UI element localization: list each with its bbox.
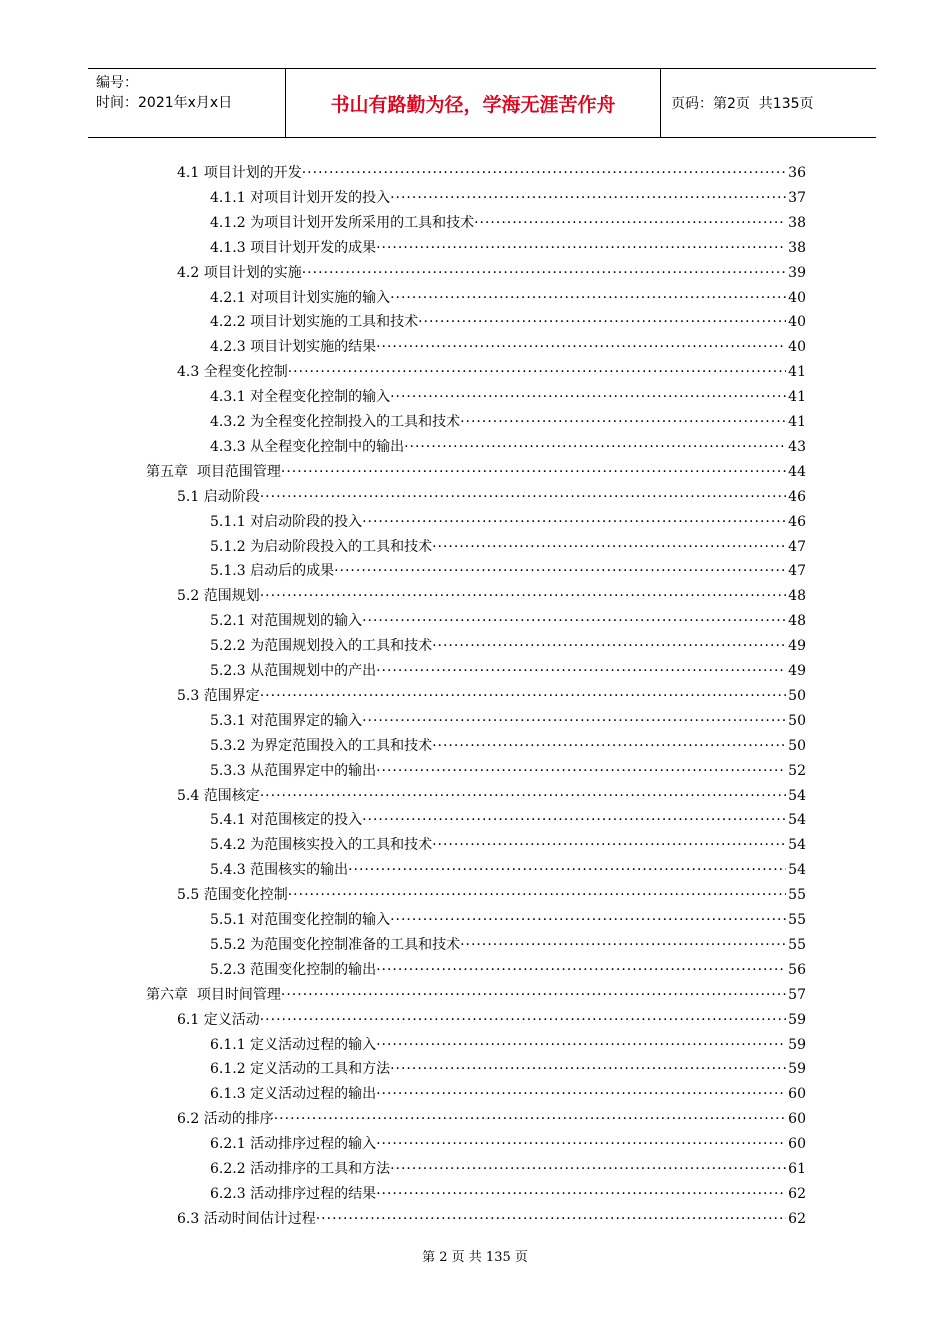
toc-entry[interactable] [210, 407, 806, 431]
toc-entry-title: 4.2.2 项目计划实施的工具和技术 [210, 314, 419, 331]
toc-dot-leader [334, 562, 786, 580]
toc-entry-title: 5.2 范围规划 [177, 588, 260, 605]
toc-dot-leader [390, 189, 786, 207]
toc-entry-page: 49 [788, 663, 806, 679]
toc-entry[interactable] [210, 955, 806, 979]
toc-dot-leader [362, 612, 786, 630]
toc-entry-title: 5.3 范围界定 [177, 687, 260, 704]
toc-entry-title: 4.2 项目计划的实施 [177, 264, 302, 281]
toc-entry-title: 5.4.1 对范围核定的投入 [210, 812, 363, 829]
toc-entry-page: 57 [788, 986, 806, 1003]
toc-dot-leader [281, 463, 786, 481]
toc-dot-leader [362, 513, 786, 531]
toc-dot-leader [348, 861, 786, 879]
toc-dot-leader [376, 961, 786, 979]
toc-entry-page: 49 [788, 638, 806, 655]
toc-entry-title: 5.3.1 对范围界定的输入 [210, 712, 363, 729]
toc-dot-leader [288, 363, 786, 381]
serial-label: 编号： [96, 75, 138, 91]
toc-entry-page: 60 [788, 1136, 806, 1153]
toc-entry-title: 6.1 定义活动 [177, 1011, 260, 1028]
toc-entry[interactable] [210, 283, 806, 307]
toc-dot-leader [376, 338, 786, 356]
toc-dot-leader [390, 1160, 786, 1178]
toc-entry-page: 54 [788, 812, 806, 829]
toc-entry-page: 55 [788, 887, 806, 904]
toc-entry[interactable] [210, 1054, 806, 1078]
toc-entry[interactable] [146, 980, 806, 1004]
toc-entry-title: 5.2.3 从范围规划中的产出 [210, 663, 377, 679]
toc-entry-title: 4.1.1 对项目计划开发的投入 [210, 189, 391, 206]
toc-entry-title: 5.5 范围变化控制 [177, 887, 288, 904]
toc-entry-title: 5.1 启动阶段 [177, 488, 260, 505]
toc-entry-page: 38 [788, 214, 806, 231]
header-page-info: 页码：第2页 共135页 [671, 96, 814, 112]
header-motto: 书山有路勤为径，学海无涯苦作舟 [286, 69, 661, 137]
toc-entry-title: 4.1.2 为项目计划开发所采用的工具和技术 [210, 214, 475, 231]
toc-entry-title: 6.1.1 定义活动过程的输入 [210, 1036, 377, 1053]
toc-entry-page: 62 [788, 1210, 806, 1227]
toc-dot-leader [362, 811, 786, 829]
toc-entry-title: 5.3.2 为界定范围投入的工具和技术 [210, 737, 433, 754]
toc-entry[interactable] [177, 1204, 806, 1228]
toc-entry[interactable] [210, 507, 806, 531]
toc-entry[interactable] [210, 382, 806, 406]
toc-entry[interactable] [177, 258, 806, 282]
toc-dot-leader [260, 1011, 786, 1029]
toc-entry-title: 4.2.3 项目计划实施的结果 [210, 339, 377, 356]
toc-entry-page: 47 [788, 538, 806, 555]
toc-entry[interactable] [177, 781, 806, 805]
toc-dot-leader [281, 986, 786, 1004]
toc-dot-leader [316, 1210, 786, 1228]
toc-dot-leader [390, 911, 786, 929]
toc-entry[interactable] [177, 1005, 806, 1029]
toc-entry[interactable] [210, 1154, 806, 1178]
toc-entry-page: 50 [788, 737, 806, 754]
toc-entry-title: 5.1.2 为启动阶段投入的工具和技术 [210, 538, 433, 555]
toc-dot-leader [274, 1110, 786, 1128]
toc-entry[interactable] [210, 1129, 806, 1153]
toc-dot-leader [432, 637, 786, 655]
header-meta [88, 69, 286, 137]
toc-dot-leader [432, 836, 786, 854]
toc-entry-page: 44 [788, 463, 806, 480]
toc-entry[interactable] [210, 1079, 806, 1103]
toc-entry-page: 59 [788, 1011, 806, 1028]
toc-dot-leader [260, 488, 786, 506]
toc-entry[interactable] [210, 905, 806, 929]
toc-entry-title: 5.5.2 为范围变化控制准备的工具和技术 [210, 936, 461, 953]
toc-entry-title: 5.2.1 对范围规划的输入 [210, 613, 363, 630]
toc-entry-page: 52 [788, 762, 806, 779]
toc-entry-page: 55 [788, 936, 806, 953]
toc-entry-title: 第六章 项目时间管理 [146, 986, 281, 1003]
toc-entry-title: 6.2.2 活动排序的工具和方法 [210, 1161, 391, 1177]
toc-dot-leader [432, 737, 786, 755]
toc-entry-title: 4.1 项目计划的开发 [177, 165, 302, 181]
toc-dot-leader [432, 538, 786, 556]
toc-entry-page: 54 [788, 837, 806, 854]
toc-entry-title: 5.5.1 对范围变化控制的输入 [210, 912, 391, 928]
toc-entry-page: 62 [788, 1185, 806, 1202]
toc-entry-title: 4.3.3 从全程变化控制中的输出 [210, 438, 405, 455]
toc-entry-page: 43 [788, 438, 806, 455]
toc-entry[interactable] [177, 681, 806, 705]
toc-entry[interactable] [177, 357, 806, 381]
toc-entry-title: 5.2.2 为范围规划投入的工具和技术 [210, 638, 433, 655]
toc-entry[interactable] [177, 581, 806, 605]
toc-entry[interactable] [210, 830, 806, 854]
toc-entry[interactable] [210, 756, 806, 780]
toc-dot-leader [376, 1036, 786, 1054]
toc-entry-title: 6.2 活动的排序 [177, 1111, 274, 1128]
toc-entry[interactable] [210, 208, 806, 232]
toc-entry-title: 5.3.3 从范围界定中的输出 [210, 762, 377, 779]
toc-entry-title: 6.2.3 活动排序过程的结果 [210, 1185, 377, 1202]
toc-entry[interactable] [146, 457, 806, 481]
page-footer: 第 2 页 共 135 页 [422, 1250, 528, 1265]
toc-entry-page: 59 [788, 1061, 806, 1078]
toc-entry[interactable] [177, 158, 806, 182]
toc-entry-page: 61 [788, 1161, 806, 1177]
toc-entry-page: 39 [788, 264, 806, 281]
toc-entry-title: 5.4.3 范围核实的输出 [210, 862, 349, 879]
toc-entry-page: 59 [788, 1036, 806, 1053]
toc-dot-leader [260, 787, 786, 805]
toc-entry-title: 6.3 活动时间估计过程 [177, 1210, 316, 1227]
toc-entry[interactable] [210, 1179, 806, 1203]
toc-dot-leader [460, 413, 786, 431]
toc-entry-title: 4.1.3 项目计划开发的成果 [210, 239, 377, 256]
toc-entry-title: 4.3 全程变化控制 [177, 364, 288, 381]
toc-entry[interactable] [177, 482, 806, 506]
toc-entry-title: 4.2.1 对项目计划实施的输入 [210, 289, 391, 306]
toc-entry-page: 40 [788, 314, 806, 331]
toc-entry-page: 54 [788, 862, 806, 879]
toc-entry[interactable] [177, 880, 806, 904]
page-header [88, 68, 876, 138]
toc-entry-page: 41 [788, 414, 806, 430]
toc-dot-leader [376, 762, 786, 780]
toc-dot-leader [404, 438, 786, 456]
toc-dot-leader [376, 1185, 786, 1203]
toc-entry-page: 48 [788, 613, 806, 630]
toc-dot-leader [418, 313, 786, 331]
toc-entry[interactable] [210, 1030, 806, 1054]
toc-entry[interactable] [210, 307, 806, 331]
toc-entry-page: 50 [788, 687, 806, 704]
toc-entry[interactable] [210, 532, 806, 556]
toc-entry-page: 60 [788, 1111, 806, 1128]
toc-dot-leader [302, 164, 786, 182]
toc-dot-leader [376, 662, 786, 680]
toc-entry-page: 46 [788, 488, 806, 505]
toc-entry-title: 6.2.1 活动排序过程的输入 [210, 1136, 377, 1153]
toc-entry[interactable] [210, 183, 806, 207]
toc-entry-title: 6.1.2 定义活动的工具和方法 [210, 1061, 391, 1078]
toc-entry[interactable] [210, 556, 806, 580]
toc-entry[interactable] [177, 1104, 806, 1128]
toc-entry-page: 41 [788, 364, 806, 381]
toc-dot-leader [260, 587, 786, 605]
toc-entry-page: 40 [788, 339, 806, 356]
toc-dot-leader [390, 388, 786, 406]
toc-dot-leader [460, 936, 786, 954]
toc-entry[interactable] [210, 706, 806, 730]
toc-entry-page: 55 [788, 912, 806, 928]
toc-entry[interactable] [210, 731, 806, 755]
toc-entry[interactable] [210, 233, 806, 257]
toc-dot-leader [362, 712, 786, 730]
toc-entry-title: 第五章 项目范围管理 [146, 463, 281, 480]
toc-entry-title: 5.1.1 对启动阶段的投入 [210, 513, 363, 530]
toc-entry-title: 5.4.2 为范围核实投入的工具和技术 [210, 837, 433, 854]
toc-entry-title: 5.4 范围核定 [177, 787, 260, 804]
toc-entry-page: 38 [788, 239, 806, 256]
toc-entry[interactable] [210, 855, 806, 879]
toc-entry-page: 41 [788, 389, 806, 406]
toc-entry-page: 46 [788, 513, 806, 530]
toc-entry-page: 60 [788, 1086, 806, 1103]
toc-dot-leader [390, 289, 786, 307]
time-label: 时间：2021年x月x日 [96, 95, 233, 111]
toc-entry-title: 4.3.1 对全程变化控制的输入 [210, 389, 391, 406]
toc-entry-title: 5.2.3 范围变化控制的输出 [210, 961, 377, 978]
toc-entry[interactable] [210, 432, 806, 456]
toc-dot-leader [260, 687, 786, 705]
toc-entry[interactable] [210, 631, 806, 655]
toc-dot-leader [474, 214, 786, 232]
toc-entry-page: 56 [788, 961, 806, 978]
toc-dot-leader [390, 1060, 786, 1078]
toc-entry[interactable] [210, 656, 806, 680]
toc-entry-page: 47 [788, 563, 806, 580]
toc-entry-page: 36 [788, 165, 806, 181]
toc-entry-page: 48 [788, 588, 806, 605]
toc-entry-title: 6.1.3 定义活动过程的输出 [210, 1086, 377, 1103]
toc-entry-title: 5.1.3 启动后的成果 [210, 563, 335, 580]
toc-entry[interactable] [210, 805, 806, 829]
toc-dot-leader [376, 1135, 786, 1153]
toc-entry[interactable] [210, 930, 806, 954]
toc-dot-leader [376, 1085, 786, 1103]
toc-entry-page: 37 [788, 189, 806, 206]
toc-dot-leader [376, 239, 786, 257]
toc-entry-page: 40 [788, 289, 806, 306]
toc-dot-leader [302, 264, 786, 282]
toc-entry-page: 54 [788, 787, 806, 804]
toc-entry-title: 4.3.2 为全程变化控制投入的工具和技术 [210, 414, 461, 430]
toc-entry-page: 50 [788, 712, 806, 729]
toc-entry[interactable] [210, 606, 806, 630]
toc-entry[interactable] [210, 332, 806, 356]
toc-dot-leader [288, 886, 786, 904]
